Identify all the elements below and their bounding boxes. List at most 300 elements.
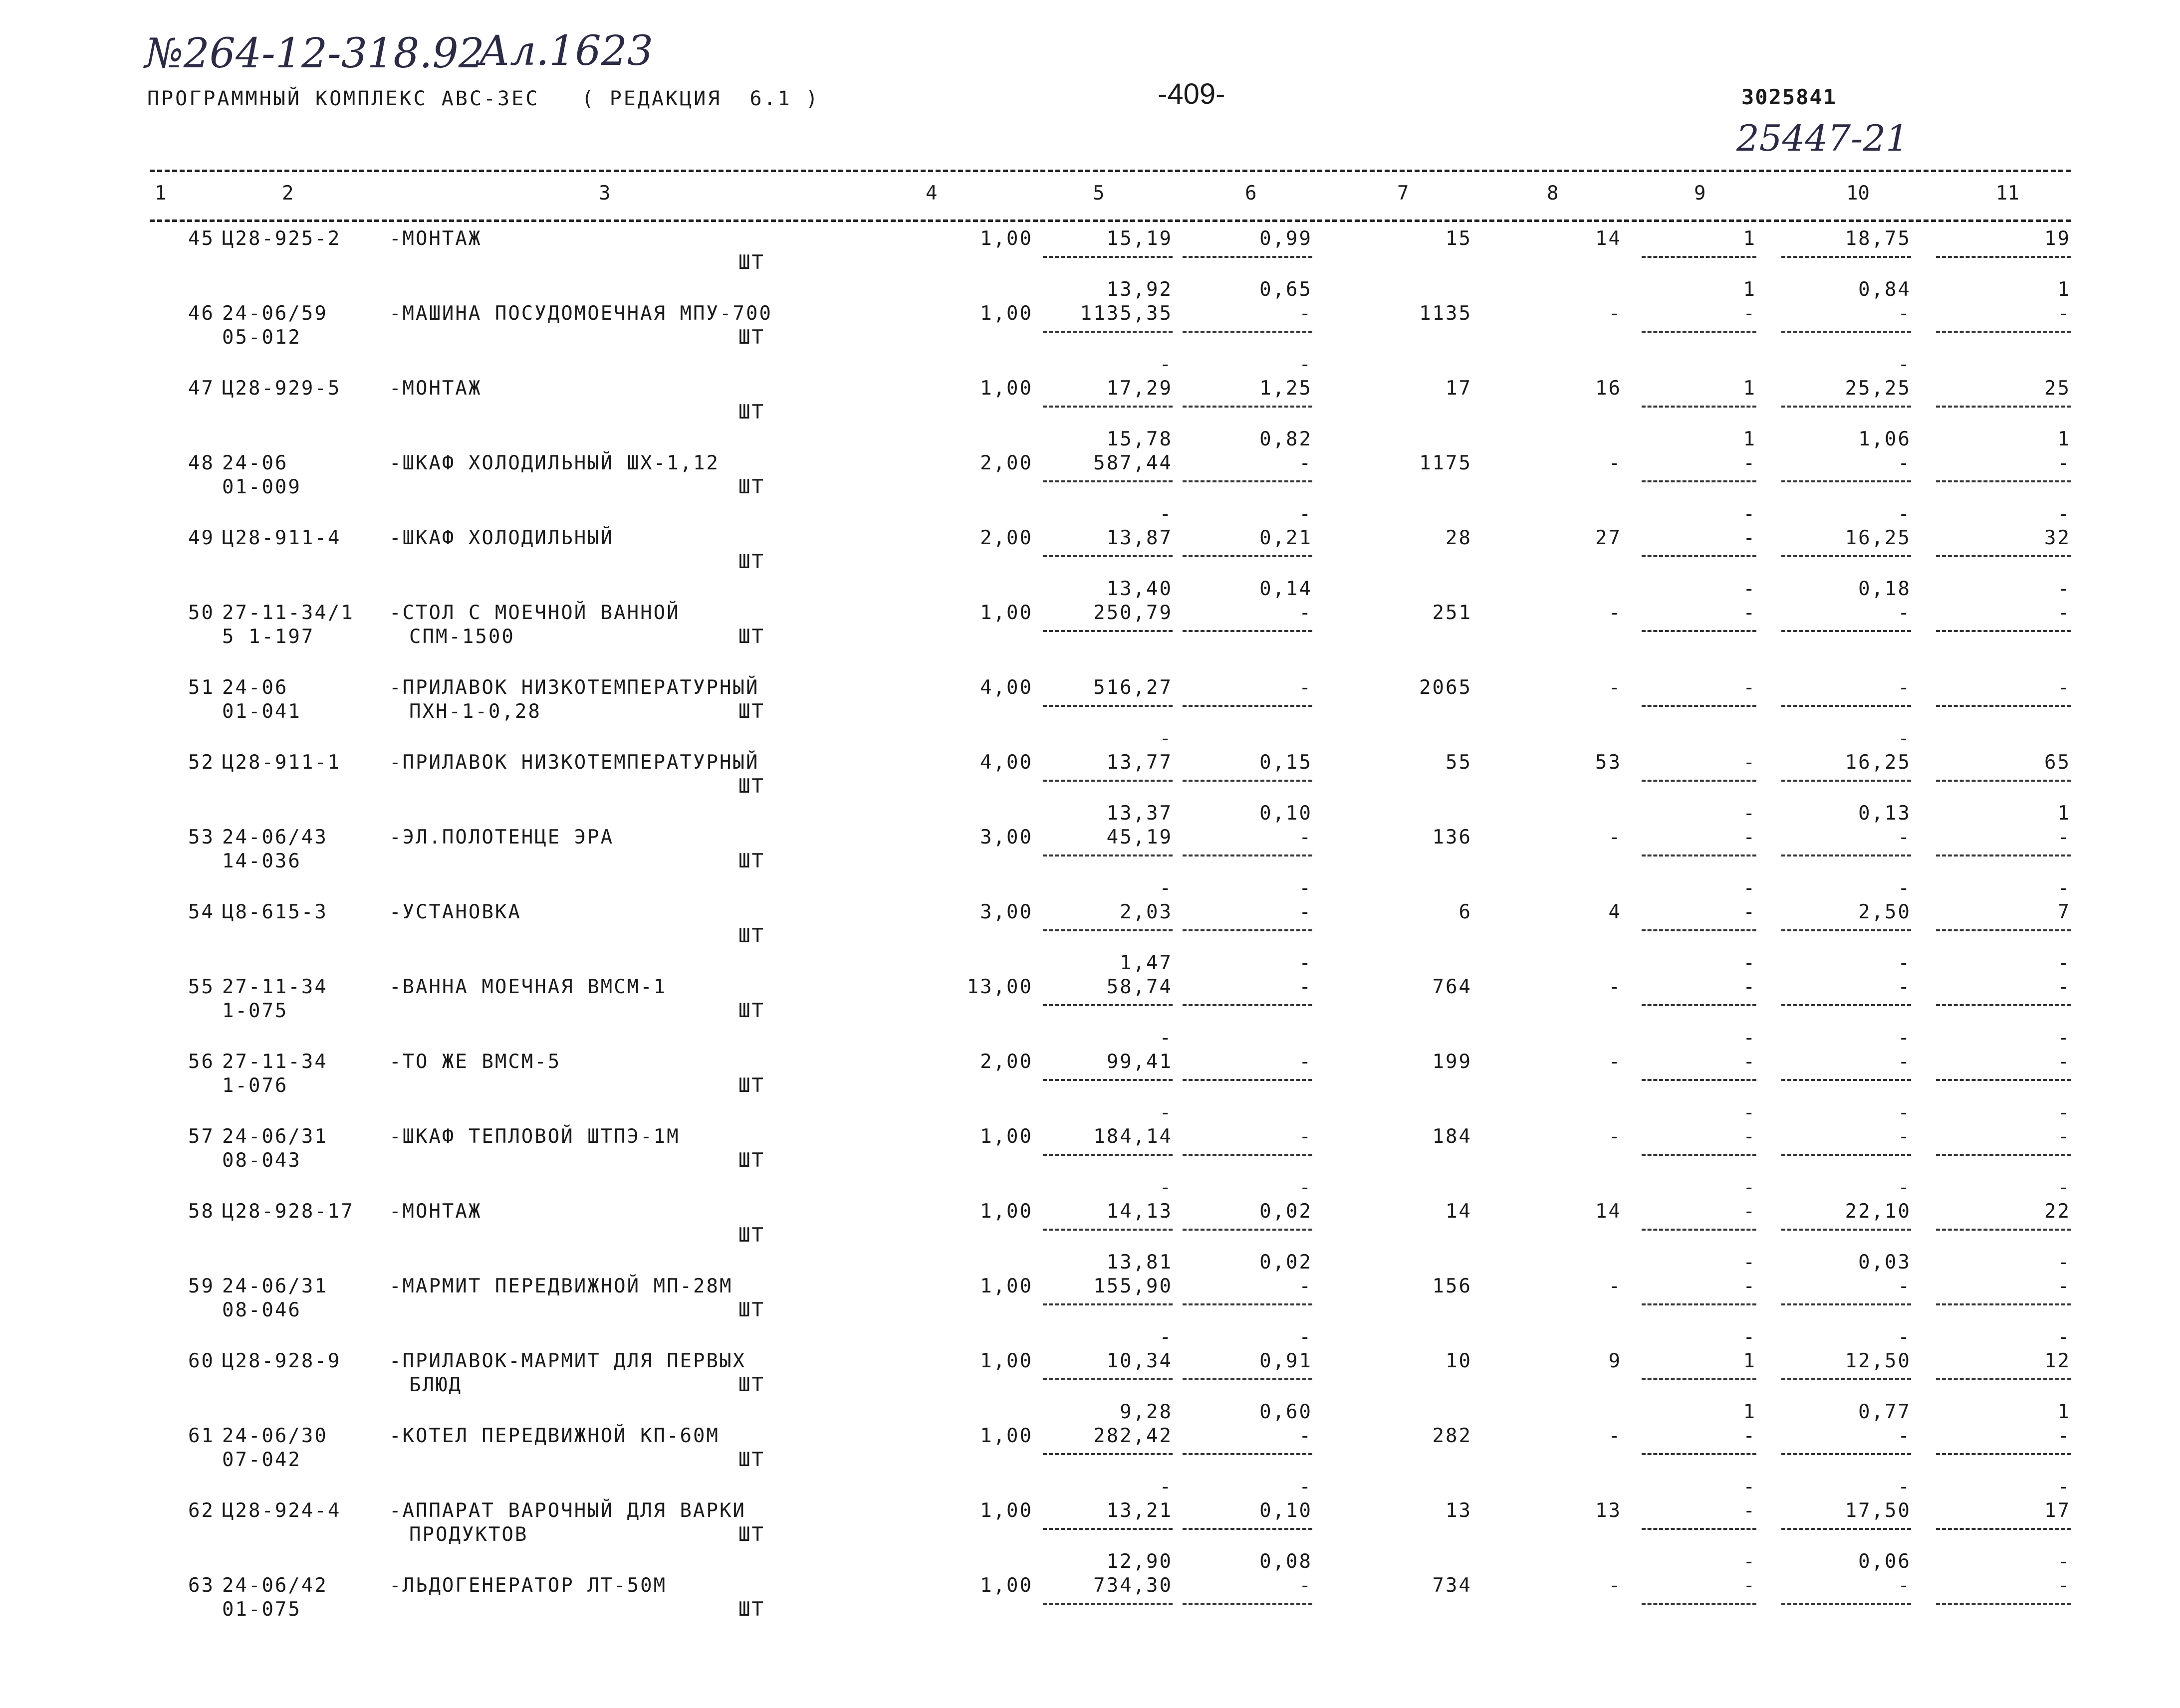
cell-c9b: - [1743,1176,1756,1199]
cell-c5: 2,03 [1120,901,1173,923]
cell-c7: 28 [1446,527,1472,549]
cell-c6: - [1299,826,1312,849]
cell-underline [1043,1079,1173,1081]
cell-n: 62 [188,1499,215,1522]
cell-c9b: - [1743,877,1756,899]
cell-underline [1183,1453,1312,1455]
cell-name1: -КОТЕЛ ПЕРЕДВИЖНОЙ КП-60М [389,1425,720,1447]
cell-c11b: 1 [2057,428,2071,450]
cell-c8: 13 [1595,1499,1622,1522]
cell-underline [1642,1154,1756,1156]
cell-c8: 4 [1608,901,1622,923]
cell-underline [1936,854,2071,856]
cell-c8: 14 [1595,227,1622,250]
cell-c11b: 1 [2057,802,2071,825]
cell-underline [1183,929,1312,931]
cell-c9: - [1743,1051,1756,1073]
cell-unit: ШТ [738,251,765,274]
cell-underline [1936,1453,2071,1455]
cell-c10b: 0,03 [1858,1251,1911,1274]
cell-underline [1642,929,1756,931]
cell-c6b: - [1299,1176,1312,1199]
cell-unit: ШТ [738,476,765,498]
cell-c5: 45,19 [1106,826,1173,849]
cell-c9b: - [1743,802,1756,825]
cell-unit: ШТ [738,1523,765,1546]
cell-n: 48 [188,452,215,474]
cell-c6b: 0,08 [1259,1550,1312,1573]
cell-c10: 16,25 [1845,751,1911,774]
cell-c9: 1 [1743,377,1756,400]
cell-underline [1183,780,1312,782]
cell-name1: -МОНТАЖ [389,227,482,250]
cell-underline [1043,854,1173,856]
cell-name1: -ШКАФ ХОЛОДИЛЬНЫЙ [389,527,614,549]
cell-underline [1043,1378,1173,1380]
cell-code1: 27-11-34/1 [222,602,354,624]
cell-c9: - [1743,527,1756,549]
handwritten-file-number: №264-12-318.92 [145,30,484,77]
cell-c8: - [1608,826,1622,849]
cell-underline [1183,480,1312,482]
cell-c6b: 0,02 [1259,1251,1312,1274]
col-header-2: 2 [282,182,294,205]
cell-c11: - [2057,1425,2071,1447]
cell-name2: ПРОДУКТОВ [409,1523,528,1546]
cell-underline [1642,256,1756,258]
cell-code2: 1-075 [222,1000,288,1022]
cell-underline [1781,780,1911,782]
cell-c10b: - [1898,877,1911,899]
col-header-4: 4 [926,182,938,205]
cell-c11: - [2057,826,2071,849]
cell-c10: 17,50 [1845,1499,1911,1522]
table-row [150,578,2071,676]
cell-c8: - [1608,1574,1622,1597]
cell-underline [1043,1603,1173,1605]
cell-name1: -ЛЬДОГЕНЕРАТОР ЛТ-50М [389,1574,667,1597]
cell-code1: 27-11-34 [222,976,328,998]
cell-underline [1642,854,1756,856]
cell-name1: -ШКАФ ХОЛОДИЛЬНЫЙ ШХ-1,12 [389,452,720,474]
cell-underline [1642,1079,1756,1081]
cell-underline [1183,1154,1312,1156]
cell-code2: 01-041 [222,700,301,723]
cell-c10: - [1898,452,1911,474]
cell-c10: - [1898,676,1911,699]
cell-n: 54 [188,901,215,923]
cell-unit: ШТ [738,775,765,798]
cell-underline [1043,555,1173,557]
cell-underline [1936,555,2071,557]
cell-underline [1183,256,1312,258]
cell-c11: 65 [2044,751,2071,774]
cell-c5b: - [1159,353,1173,376]
cell-c11: - [2057,602,2071,624]
cell-n: 47 [188,377,215,400]
cell-c7: 282 [1432,1425,1472,1447]
cell-code2: 05-012 [222,326,301,349]
cell-unit: ШТ [738,1149,765,1172]
cell-c9b: - [1743,952,1756,974]
cell-c7: 251 [1432,602,1472,624]
cell-c6: 0,99 [1259,227,1312,250]
cell-c6: - [1299,901,1312,923]
col-header-6: 6 [1245,182,1257,205]
cell-c10b: - [1898,952,1911,974]
cell-name1: -ПРИЛАВОК НИЗКОТЕМПЕРАТУРНЫЙ [389,751,759,774]
cell-c5b: - [1159,877,1173,899]
cell-c6: 0,15 [1259,751,1312,774]
cell-code1: 27-11-34 [222,1051,328,1073]
cell-underline [1936,780,2071,782]
cell-underline [1183,1603,1312,1605]
cell-c5: 250,79 [1093,602,1173,624]
cell-code1: 24-06 [222,452,288,474]
cell-name2: СПМ-1500 [409,626,515,648]
cell-code1: Ц8-615-3 [222,901,328,923]
cell-underline [1781,1004,1911,1006]
cell-c8: - [1608,1125,1622,1148]
cell-c5b: - [1159,1476,1173,1498]
cell-underline [1936,1079,2071,1081]
cell-c10: 16,25 [1845,527,1911,549]
cell-c5: 99,41 [1106,1051,1173,1073]
cell-underline [1936,1004,2071,1006]
cell-c5: 155,90 [1093,1275,1173,1297]
cell-c9b: 1 [1743,428,1756,450]
cell-c11b: - [2057,1176,2071,1199]
cell-c9: - [1743,901,1756,923]
cell-c8: 16 [1595,377,1622,400]
cell-unit: ШТ [738,1598,765,1621]
cell-c7: 184 [1432,1125,1472,1148]
cell-underline [1642,555,1756,557]
cell-underline [1043,1453,1173,1455]
cell-n: 51 [188,676,215,699]
col-header-3: 3 [599,182,611,205]
cell-name1: -ТО ЖЕ ВМСМ-5 [389,1051,561,1073]
cell-c11: 32 [2044,527,2071,549]
cell-c9: 1 [1743,227,1756,250]
cell-name1: -ПРИЛАВОК НИЗКОТЕМПЕРАТУРНЫЙ [389,676,759,699]
cell-c5b: - [1159,1176,1173,1199]
cell-c11: - [2057,1051,2071,1073]
cell-n: 59 [188,1275,215,1297]
cell-unit: ШТ [738,1299,765,1321]
cell-c11: 25 [2044,377,2071,400]
cell-underline [1183,406,1312,408]
cell-underline [1781,1303,1911,1305]
cell-underline [1183,854,1312,856]
cell-c5: 17,29 [1106,377,1173,400]
cell-underline [1642,1603,1756,1605]
cell-underline [1043,1229,1173,1231]
cell-code1: Ц28-924-4 [222,1499,341,1522]
cell-unit: ШТ [738,326,765,349]
cell-underline [1642,780,1756,782]
cell-name1: -УСТАНОВКА [389,901,521,923]
cell-c10: 25,25 [1845,377,1911,400]
cell-c5: 58,74 [1106,976,1173,998]
cell-unit: ШТ [738,401,765,424]
cell-c5b: - [1159,1101,1173,1124]
cell-unit: ШТ [738,1374,765,1396]
cell-underline [1642,480,1756,482]
cell-name1: -ШКАФ ТЕПЛОВОЙ ШТПЭ-1М [389,1125,680,1148]
cell-c6: - [1299,1125,1312,1148]
cell-c11b: - [2057,1251,2071,1274]
cell-underline [1936,1603,2071,1605]
cell-underline [1781,705,1911,707]
cell-c7: 156 [1432,1275,1472,1297]
cell-underline [1936,480,2071,482]
cell-c7: 10 [1446,1350,1472,1372]
cell-underline [1043,929,1173,931]
cell-c5: 13,87 [1106,527,1173,549]
cell-unit: ШТ [738,551,765,573]
cell-c9b: - [1743,1251,1756,1274]
cell-unit: ШТ [738,850,765,872]
cell-c5: 282,42 [1093,1425,1173,1447]
cell-c6: - [1299,1275,1312,1297]
cell-c4: 1,00 [980,602,1033,624]
cell-code2: 01-009 [222,476,301,498]
cell-c4: 1,00 [980,377,1033,400]
cell-c4: 2,00 [980,1051,1033,1073]
cell-underline [1043,630,1173,632]
cell-underline [1183,555,1312,557]
cell-c10: - [1898,976,1911,998]
cell-underline [1043,480,1173,482]
handwritten-reference: Ал.1623 [479,27,654,75]
cell-underline [1642,1229,1756,1231]
cell-c7: 6 [1458,901,1472,923]
cell-name1: -ПРИЛАВОК-МАРМИТ ДЛЯ ПЕРВЫХ [389,1350,746,1372]
cell-c8: - [1608,976,1622,998]
cell-c10b: 0,06 [1858,1550,1911,1573]
cell-underline [1183,630,1312,632]
cell-underline [1781,1453,1911,1455]
cell-code2: 08-043 [222,1149,301,1172]
cell-c6b: - [1299,353,1312,376]
cell-c9: - [1743,1425,1756,1447]
cell-c6: - [1299,452,1312,474]
cell-c5b: 15,78 [1106,428,1173,450]
cell-c7: 1135 [1419,302,1472,325]
cell-c11b: - [2057,578,2071,600]
cell-underline [1642,705,1756,707]
cell-c9: - [1743,1499,1756,1522]
cell-c6b: 0,65 [1259,278,1312,301]
cell-c10: 12,50 [1845,1350,1911,1372]
cell-c5: 734,30 [1093,1574,1173,1597]
col-header-5: 5 [1093,182,1105,205]
cell-c11: - [2057,676,2071,699]
cell-name2: БЛЮД [409,1374,462,1396]
cell-code1: 24-06 [222,676,288,699]
cell-c10b: - [1898,503,1911,525]
cell-c6b: - [1299,877,1312,899]
cell-code2: 01-075 [222,1598,301,1621]
cell-underline [1183,705,1312,707]
cell-c11: 12 [2044,1350,2071,1372]
cell-c10b: 0,77 [1858,1401,1911,1423]
cell-underline [1642,630,1756,632]
cell-c9b: 1 [1743,1401,1756,1423]
cell-unit: ШТ [738,1449,765,1471]
cell-c10b: 0,84 [1858,278,1911,301]
cell-c6: 0,02 [1259,1200,1312,1223]
cell-underline [1043,406,1173,408]
cell-underline [1936,331,2071,333]
cell-c9: - [1743,302,1756,325]
cell-unit: ШТ [738,1074,765,1097]
cell-c10b: - [1898,1326,1911,1348]
cell-c5: 516,27 [1093,676,1173,699]
cell-c4: 2,00 [980,527,1033,549]
cell-underline [1936,1378,2071,1380]
cell-c5: 1135,35 [1080,302,1173,325]
cell-c10b: - [1898,1176,1911,1199]
cell-c4: 1,00 [980,302,1033,325]
cell-code2: 08-046 [222,1299,301,1321]
cell-c6: - [1299,1051,1312,1073]
cell-underline [1936,1303,2071,1305]
cell-underline [1781,1378,1911,1380]
cell-c11: - [2057,1275,2071,1297]
cell-n: 55 [188,976,215,998]
cell-c8: - [1608,1275,1622,1297]
cell-underline [1781,854,1911,856]
cell-c10: - [1898,1574,1911,1597]
cell-underline [1936,630,2071,632]
cell-name1: -ВАННА МОЕЧНАЯ ВМСМ-1 [389,976,667,998]
cell-underline [1642,1378,1756,1380]
cell-n: 49 [188,527,215,549]
cell-c4: 1,00 [980,1200,1033,1223]
cell-c10: - [1898,302,1911,325]
cell-c5b: 13,81 [1106,1251,1173,1274]
cell-code1: 24-06/42 [222,1574,328,1597]
cell-n: 61 [188,1425,215,1447]
cell-c5b: 1,47 [1120,952,1173,974]
cell-c10b: - [1898,1027,1911,1049]
cell-c9: - [1743,976,1756,998]
cell-name1: -МАРМИТ ПЕРЕДВИЖНОЙ МП-28М [389,1275,733,1297]
cell-c11: - [2057,1574,2071,1597]
cell-c5: 13,77 [1106,751,1173,774]
cell-underline [1781,1154,1911,1156]
cell-c11: - [2057,1125,2071,1148]
cell-c4: 1,00 [980,1275,1033,1297]
cell-c11: - [2057,302,2071,325]
estimate-table-body [150,227,2071,1649]
cell-underline [1183,1378,1312,1380]
cell-c7: 734 [1432,1574,1472,1597]
cell-underline [1043,1528,1173,1530]
cell-code1: Ц28-928-9 [222,1350,341,1372]
cell-code1: 24-06/43 [222,826,328,849]
cell-c5b: - [1159,503,1173,525]
cell-c9b: - [1743,1027,1756,1049]
cell-c4: 1,00 [980,227,1033,250]
cell-n: 53 [188,826,215,849]
cell-code1: Ц28-929-5 [222,377,341,400]
cell-underline [1043,1303,1173,1305]
cell-name1: -МОНТАЖ [389,1200,482,1223]
cell-underline [1183,1079,1312,1081]
col-header-7: 7 [1397,182,1409,205]
cell-c5: 10,34 [1106,1350,1173,1372]
cell-underline [1043,1154,1173,1156]
cell-c9: - [1743,676,1756,699]
cell-underline [1183,1303,1312,1305]
cell-c6: 0,91 [1259,1350,1312,1372]
cell-underline [1642,1303,1756,1305]
document-number: 3025841 [1741,85,1837,109]
cell-c6: - [1299,1574,1312,1597]
col-header-10: 10 [1846,182,1870,205]
cell-c11b: - [2057,1101,2071,1124]
cell-c4: 1,00 [980,1425,1033,1447]
cell-c8: 53 [1595,751,1622,774]
cell-c5b: 13,92 [1106,278,1173,301]
cell-c11b: - [2057,1326,2071,1348]
cell-c6: - [1299,602,1312,624]
cell-c9: - [1743,1275,1756,1297]
cell-n: 46 [188,302,215,325]
cell-c11b: - [2057,503,2071,525]
cell-name1: -ЭЛ.ПОЛОТЕНЦЕ ЭРА [389,826,614,849]
cell-name2: ПХН-1-0,28 [409,700,541,723]
col-header-9: 9 [1694,182,1706,205]
cell-c8: - [1608,1051,1622,1073]
handwritten-code: 25447-21 [1736,117,1909,159]
cell-code2: 1-076 [222,1074,288,1097]
cell-underline [1642,1528,1756,1530]
cell-c4: 13,00 [967,976,1033,998]
cell-n: 63 [188,1574,215,1597]
cell-underline [1781,406,1911,408]
cell-code2: 14-036 [222,850,301,872]
cell-c6b: - [1299,503,1312,525]
cell-c11b: 1 [2057,278,2071,301]
cell-n: 57 [188,1125,215,1148]
cell-c4: 1,00 [980,1350,1033,1372]
cell-name1: -АППАРАТ ВАРОЧНЫЙ ДЛЯ ВАРКИ [389,1499,746,1522]
cell-c6: - [1299,976,1312,998]
cell-c6: - [1299,676,1312,699]
cell-c10: 22,10 [1845,1200,1911,1223]
cell-underline [1642,1004,1756,1006]
cell-c10: - [1898,1425,1911,1447]
cell-c7: 17 [1446,377,1472,400]
cell-underline [1781,331,1911,333]
cell-c7: 136 [1432,826,1472,849]
cell-c10: - [1898,826,1911,849]
cell-c7: 14 [1446,1200,1472,1223]
cell-c11b: - [2057,952,2071,974]
cell-underline [1183,331,1312,333]
cell-c6b: 0,60 [1259,1401,1312,1423]
cell-underline [1183,1004,1312,1006]
cell-c11b: - [2057,1550,2071,1573]
cell-c6b: 0,82 [1259,428,1312,450]
cell-underline [1642,331,1756,333]
cell-underline [1043,331,1173,333]
cell-c10: 18,75 [1845,227,1911,250]
